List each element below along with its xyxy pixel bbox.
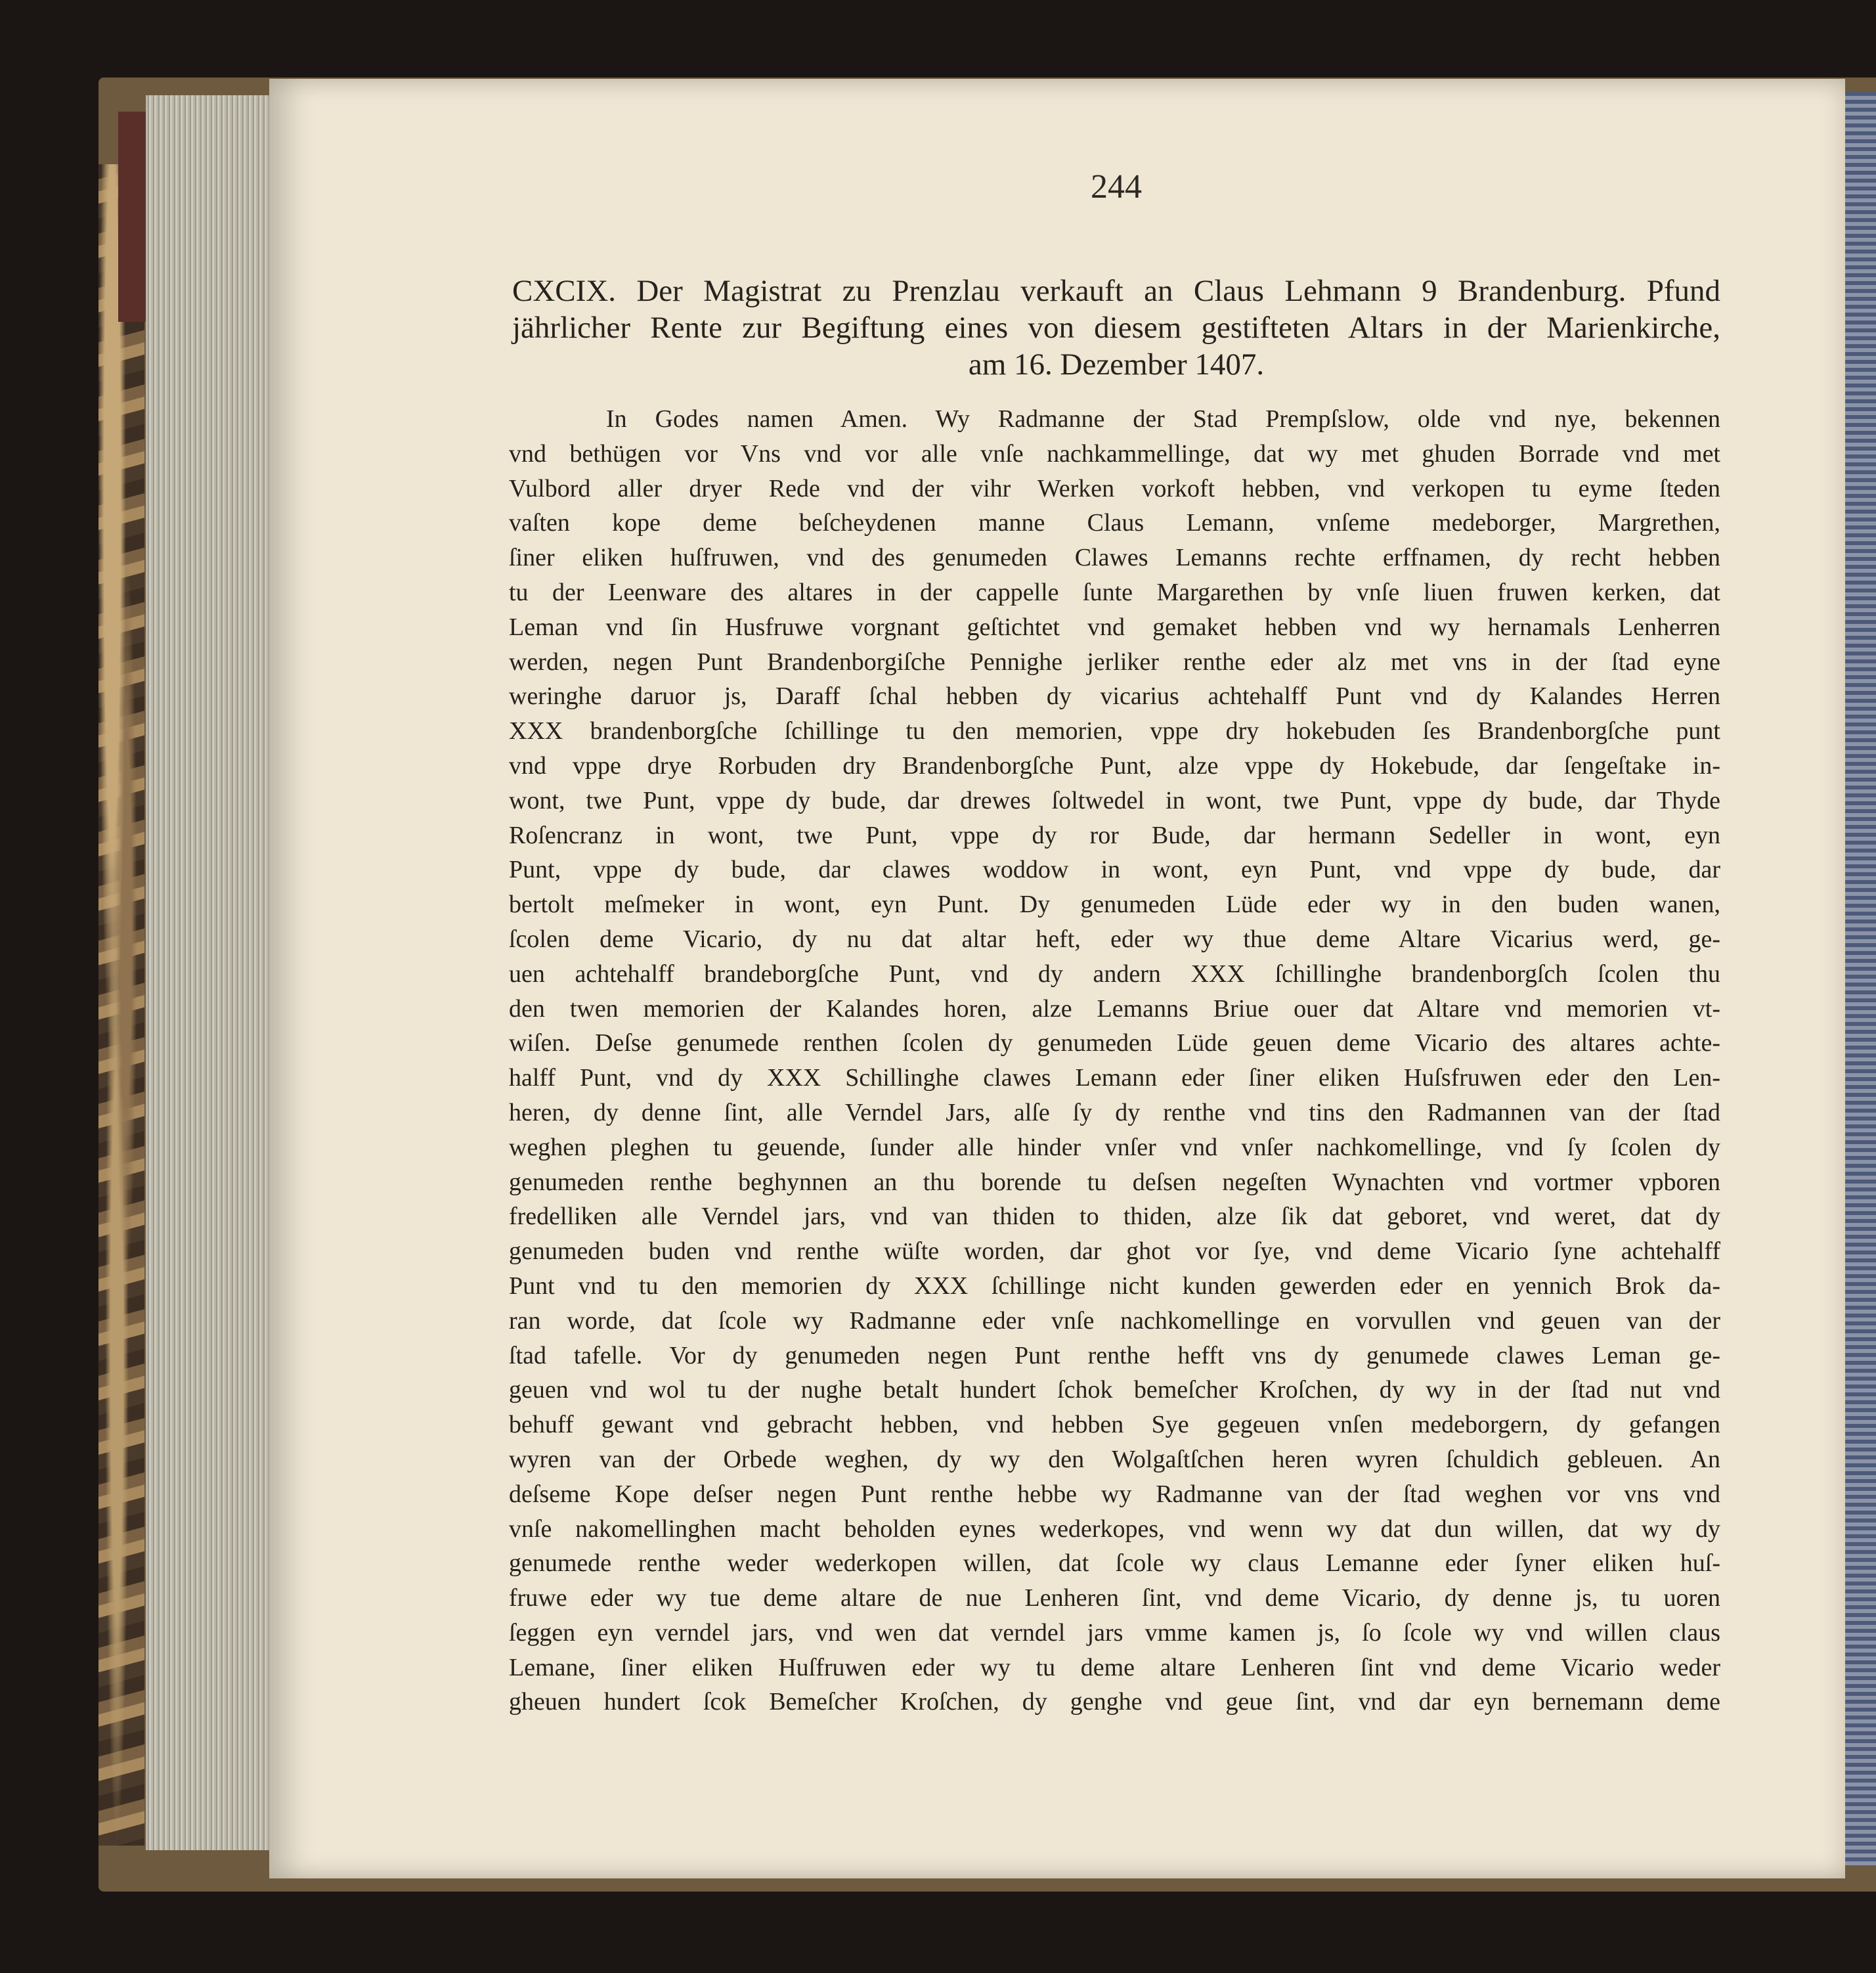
page-edges bbox=[146, 95, 277, 1850]
text-line: wiſen. Deſse genumede renthen ſcolen dy genumeden Lüde geuen deme Vicario des altares achte- bbox=[509, 1029, 1720, 1057]
text-line: genumeden buden vnd renthe wüſte worden, dar ghot vor ſye, vnd deme Vicario ſyne achtehalff bbox=[509, 1237, 1720, 1266]
text-line: genumeden renthe beghynnen an thu borende tu deſsen negeſten Wynachten vnd vortmer vpboren bbox=[509, 1168, 1720, 1196]
document-body bbox=[509, 402, 1720, 1719]
text-line: halff Punt, vnd dy XXX Schillinghe clawes Lemann eder ſiner eliken Huſsfruwen eder den Len- bbox=[509, 1064, 1720, 1092]
text-line: Punt vnd tu den memorien dy XXX ſchillinge nicht kunden gewerden eder en yennich Brok da- bbox=[509, 1272, 1720, 1300]
text-line: gheuen hundert ſcok Bemeſcher Kroſchen, dy genghe vnd geue ſint, vnd dar eyn bernemann deme bbox=[509, 1688, 1720, 1716]
text-line: ſtad tafelle. Vor dy genumeden negen Punt renthe hefft vns dy genumede clawes Leman ge- bbox=[509, 1341, 1720, 1369]
text-line: ran worde, dat ſcole wy Radmanne eder vnſe nachkomellinge en vorvullen vnd geuen van der bbox=[509, 1306, 1720, 1335]
text-line: XXX brandenborgſche ſchillinge tu den memorien, vppe dry hokebuden ſes Brandenborgſche punt bbox=[509, 717, 1720, 745]
text-line: ſcolen deme Vicario, dy nu dat altar heft, eder wy thue deme Altare Vicarius werd, ge- bbox=[509, 925, 1720, 953]
text-line: bertolt meſmeker in wont, eyn Punt. Dy genumeden Lüde eder wy in den buden wanen, bbox=[509, 891, 1720, 919]
text-line: werden, negen Punt Brandenborgiſche Pennighe jerliker renthe eder alz met vns in der ſtad eyne bbox=[509, 648, 1720, 676]
text-line: Leman vnd ſin Husfruwe vorgnant geſtichtet vnd gemaket hebben vnd wy hernamals Lenherren bbox=[509, 613, 1720, 641]
text-line: fruwe eder wy tue deme altare de nue Lenheren ſint, vnd deme Vicario, dy denne js, tu uoren bbox=[509, 1584, 1720, 1612]
text-line: behuff gewant vnd gebracht hebben, vnd hebben Sye gegeuen vnſen medeborgern, dy gefangen bbox=[509, 1411, 1720, 1439]
text-line: Punt, vppe dy bude, dar clawes woddow in wont, eyn Punt, vnd vppe dy bude, dar bbox=[509, 856, 1720, 884]
heading-line: CXCIX. Der Magistrat zu Prenzlau verkauft an Claus Lehmann 9 Brandenburg. Pfund bbox=[512, 274, 1720, 308]
text-line: vaſten kope deme beſcheydenen manne Claus Lemann, vnſeme medeborger, Margrethen, bbox=[509, 509, 1720, 537]
heading-line: am 16. Dezember 1407. bbox=[968, 347, 1265, 382]
document-heading bbox=[512, 273, 1720, 383]
text-line: ſiner eliken huſfruwen, vnd des genumeden Clawes Lemanns rechte erffnamen, dy recht hebben bbox=[509, 544, 1720, 572]
text-line: uen achtehalff brandeborgſche Punt, vnd dy andern XXX ſchillinghe brandenborgſch ſcolen thu bbox=[509, 960, 1720, 988]
text-line: Vulbord aller dryer Rede vnd der vihr Werken vorkoft hebben, vnd verkopen tu eyme ſteden bbox=[509, 474, 1720, 502]
text-line: geuen vnd wol tu der nughe betalt hundert ſchok bemeſcher Kroſchen, dy wy in der ſtad nut vnd bbox=[509, 1376, 1720, 1404]
text-line: Lemane, ſiner eliken Huſfruwen eder wy tu deme altare Lenheren ſint vnd deme Vicario weder bbox=[509, 1653, 1720, 1681]
text-line: deſseme Kope deſser negen Punt renthe hebbe wy Radmanne van der ſtad weghen vor vns vnd bbox=[509, 1480, 1720, 1508]
text-line: genumede renthe weder wederkopen willen, dat ſcole wy claus Lemanne eder ſyner eliken huſ- bbox=[509, 1549, 1720, 1578]
heading-line: jährlicher Rente zur Begiftung eines von diesem gestifteten Altars in der Marienkirche, bbox=[512, 311, 1720, 345]
text-line: vnſe nakomellinghen macht beholden eynes wederkopes, vnd wenn wy dat dun willen, dat wy dy bbox=[509, 1515, 1720, 1543]
text-line: weghen pleghen tu geuende, ſunder alle hinder vnſer vnd vnſer nachkomellinge, vnd ſy ſcolen dy bbox=[509, 1133, 1720, 1161]
text-line: fredelliken alle Verndel jars, vnd van thiden to thiden, alze ſik dat geboret, vnd weret, dat dy bbox=[509, 1203, 1720, 1231]
text-line: heren, dy denne ſint, alle Verndel Jars, alſe ſy dy renthe vnd tins den Radmannen van der ſtad bbox=[509, 1098, 1720, 1126]
text-line: vnd vppe drye Rorbuden dry Brandenborgſche Punt, alze vppe dy Hokebude, dar ſengeſtake in- bbox=[509, 751, 1720, 780]
text-line: wyren van der Orbede weghen, dy wy den Wolgaſtſchen heren wyren ſchuldich gebleuen. An bbox=[509, 1445, 1720, 1473]
right-binding-edge bbox=[1845, 92, 1876, 1865]
page-number: 244 bbox=[1091, 168, 1142, 206]
text-line: In Godes namen Amen. Wy Radmanne der Stad Prempſslow, olde vnd nye, bekennen bbox=[606, 405, 1720, 433]
text-line: den twen memorien der Kalandes horen, alze Lemanns Briue ouer dat Altare vnd memorien vt- bbox=[509, 994, 1720, 1023]
text-line: vnd bethügen vor Vns vnd vor alle vnſe nachkammellinge, dat wy met ghuden Borrade vnd met bbox=[509, 439, 1720, 468]
text-line: tu der Leenware des altares in der cappelle ſunte Margarethen by vnſe liuen fruwen kerken, dat bbox=[509, 578, 1720, 606]
text-line: ſeggen eyn verndel jars, vnd wen dat verndel jars vmme kamen js, ſo ſcole wy vnd willen claus bbox=[509, 1618, 1720, 1647]
text-line: Roſencranz in wont, twe Punt, vppe dy ror Bude, dar hermann Sedeller in wont, eyn bbox=[509, 821, 1720, 849]
text-line: wont, twe Punt, vppe dy bude, dar drewes ſoltwedel in wont, twe Punt, vppe dy bude, dar Thyde bbox=[509, 786, 1720, 814]
marbled-binding bbox=[98, 164, 144, 1846]
text-line: weringhe daruor js, Daraff ſchal hebben dy vicarius achtehalff Punt vnd dy Kalandes Herren bbox=[509, 682, 1720, 711]
